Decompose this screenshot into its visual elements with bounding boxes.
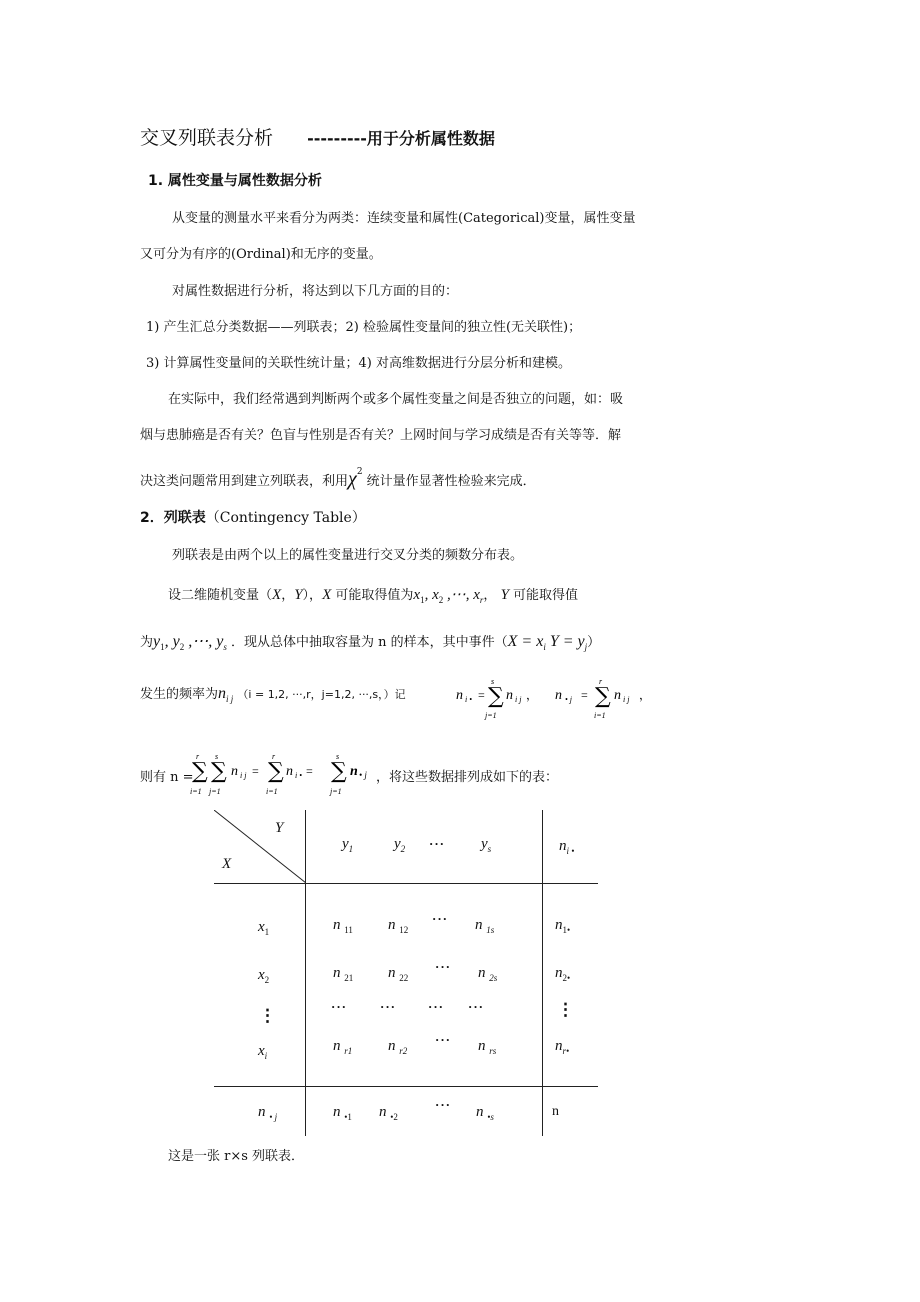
col-total-1: n $_{•1}$ (333, 1104, 352, 1122)
cell-nrs: n $_{rs}$ (478, 1038, 497, 1056)
grand-total: n (552, 1104, 559, 1119)
col-header-ys: $y_s$ (481, 836, 492, 854)
svg-text:s: s (215, 752, 219, 761)
svg-text:=: = (478, 688, 485, 702)
svg-text:i •: i • (465, 695, 473, 704)
row-label-vdots: ⋮ (259, 1006, 276, 1025)
cell-n21: n $_{21}$ (333, 965, 354, 983)
col-total-ellipsis: ··· (435, 1097, 452, 1112)
var-Y: Y (294, 587, 303, 603)
svg-text:i=1: i=1 (594, 711, 606, 720)
svg-text:j=1: j=1 (330, 787, 342, 796)
row-sum-formula (456, 676, 656, 728)
corner-label-Y: Y (275, 820, 284, 836)
s1-goals-line-2: 3) 计算属性变量间的关联性统计量；4) 对高维数据进行分层分析和建模。 (146, 356, 571, 371)
section-1-heading: 1. 属性变量与属性数据分析 (148, 173, 322, 189)
svg-text:i j: i j (515, 695, 522, 704)
left-column-rule (305, 810, 306, 1136)
svg-text:j=1: j=1 (209, 787, 221, 796)
totals-rule (214, 1086, 598, 1087)
svg-text:r: r (272, 752, 276, 761)
row-total-1: $n_{1•}$ (555, 917, 571, 935)
cell-n12: n $_{12}$ (388, 917, 409, 935)
page-title (140, 123, 495, 150)
section-2-heading-english: （Contingency Table） (205, 510, 366, 526)
svg-text:∑: ∑ (488, 684, 504, 709)
s2-p2-text-d: 可能取得值 (513, 588, 579, 603)
cell-r3-c1-ellipsis: ··· (331, 999, 348, 1014)
closing-sentence: 这是一张 r×s 列联表． (168, 1149, 305, 1164)
event-formula: $X = x_i$ $Y = y_j$ (507, 633, 588, 653)
svg-text:• j: • j (359, 770, 367, 780)
col-total-label: n $_{• j}$ (258, 1104, 278, 1122)
row-and-column-sum-formulas (456, 676, 656, 724)
svg-text:i=1: i=1 (266, 787, 278, 796)
s1-p3-text-a: 决这类问题常用到建立列联表，利用 (140, 474, 349, 489)
svg-text:n: n (456, 688, 463, 703)
svg-text:=: = (581, 688, 588, 702)
nij-symbol: $n_{i j}$ (218, 685, 234, 705)
col-header-y1: $y_1$ (342, 836, 354, 854)
row-total-r: $n_{r•}$ (555, 1038, 570, 1056)
svg-text:=: = (252, 764, 259, 778)
svg-text:n: n (231, 764, 238, 779)
cell-r3-c3-ellipsis: ··· (428, 999, 445, 1014)
col-total-s: n $_{•s}$ (476, 1104, 494, 1122)
total-sum-formula (190, 750, 390, 804)
svg-text:r: r (196, 752, 200, 761)
s1-paragraph-3-line-1: 在实际中，我们经常遇到判断两个或多个属性变量之间是否独立的问题，如：吸 (168, 392, 624, 407)
svg-text:，: ， (526, 688, 539, 702)
s2-p3-text-c: ） (587, 635, 601, 650)
svg-text:s: s (491, 677, 495, 686)
s2-p3-text-b: ．现从总体中抽取容量为 n 的样本，其中事件（ (231, 635, 508, 650)
s2-p4-text-a: 发生的频率为 (140, 687, 219, 702)
s1-paragraph-1-line-2: 又可分为有序的(Ordinal)和无序的变量。 (140, 247, 382, 262)
svg-text:i=1: i=1 (190, 787, 202, 796)
svg-text:∑: ∑ (192, 759, 208, 784)
header-rule (214, 883, 598, 884)
s2-paragraph-3 (140, 631, 600, 652)
cell-n11: n $_{11}$ (333, 917, 353, 935)
svg-text:i j: i j (623, 695, 630, 704)
s2-paragraph-5-label: 则有 n = (140, 770, 194, 785)
s2-p3-text-a: 为 (140, 635, 154, 650)
cell-r1-ellipsis: ··· (432, 911, 449, 926)
s1-goals-line-1: 1) 产生汇总分类数据——列联表；2) 检验属性变量间的独立性(无关联性)； (146, 320, 582, 335)
corner-label-X: X (222, 856, 232, 872)
s1-p3-text-b: 统计量作显著性检验来完成． (366, 474, 536, 489)
s2-p4-text-b: （i = 1,2, ···,r，j=1,2, ···,s，）记 (237, 688, 406, 701)
s1-paragraph-1-line-1: 从变量的测量水平来看分为两类：连续变量和属性(Categorical)变量，属性变量 (172, 211, 636, 226)
chi-symbol: χ (348, 468, 357, 490)
s2-p2-comma: ， (281, 588, 295, 603)
svg-text:n: n (350, 764, 358, 779)
title-main: 交叉列联表分析 (140, 127, 274, 149)
y-values-formula: $y_1$, $y_2$ ,⋯, $y_s$ (153, 633, 227, 653)
row-label-x2: $x_2$ (258, 967, 270, 985)
svg-text:∑: ∑ (331, 759, 347, 784)
right-column-rule (542, 810, 543, 1136)
col-total-2: n $_{•2}$ (379, 1104, 398, 1122)
svg-text:∑: ∑ (268, 759, 284, 784)
s2-p2-text-c: 可能取得值为 (335, 588, 414, 603)
svg-text:n: n (555, 688, 562, 703)
row-total-vdots: ⋮ (557, 1000, 574, 1019)
s2-p2-text-a: 设二维随机变量（ (168, 588, 273, 603)
cell-r4-ellipsis: ··· (435, 1032, 452, 1047)
section-2-heading (140, 507, 366, 527)
cell-n22: n $_{22}$ (388, 965, 409, 983)
svg-text:=: = (306, 764, 313, 778)
cell-r2-ellipsis: ··· (435, 959, 452, 974)
title-subtitle: ---------用于分析属性数据 (307, 129, 495, 148)
col-header-row-total: $n_{i •}$ (559, 838, 575, 856)
svg-text:i j: i j (240, 771, 247, 780)
chi-exponent: 2 (356, 466, 363, 477)
svg-text:r: r (599, 677, 603, 686)
svg-text:，: ， (639, 688, 652, 702)
cell-r3-c4-ellipsis: ··· (468, 999, 485, 1014)
s2-p2-text-b: ）， (302, 588, 323, 603)
s2-paragraph-1: 列联表是由两个以上的属性变量进行交叉分类的频数分布表。 (172, 548, 524, 563)
cell-nr1: n $_{r1}$ (333, 1038, 353, 1056)
var-Y-2: Y (500, 587, 509, 603)
s2-paragraph-2: 设二维随机变量（X，Y），X 可能取得值为$x_1$, $x_2$ ,⋯, $x_r$， Y 可能取得值 (168, 587, 579, 605)
svg-text:s: s (336, 752, 340, 761)
svg-text:∑: ∑ (211, 759, 227, 784)
row-label-x1: $x_1$ (258, 919, 270, 937)
svg-text:• j: • j (565, 695, 573, 704)
cell-nr2: n $_{r2}$ (388, 1038, 408, 1056)
svg-text:i •: i • (295, 771, 303, 780)
s1-paragraph-2: 对属性数据进行分析，将达到以下几方面的目的： (172, 284, 459, 299)
cell-n2s: n $_{2s}$ (478, 965, 498, 983)
var-X: X (272, 587, 282, 603)
svg-text:n: n (286, 764, 293, 779)
section-2-heading-number: 2．列联表 (140, 510, 206, 526)
svg-text:∑: ∑ (595, 684, 611, 709)
col-header-y2: $y_2$ (394, 836, 406, 854)
cell-r3-c2-ellipsis: ··· (380, 999, 397, 1014)
s2-paragraph-4 (140, 683, 406, 704)
row-total-2: $n_{2•}$ (555, 965, 571, 983)
svg-text:n: n (506, 688, 513, 703)
svg-text:j=1: j=1 (485, 711, 497, 720)
s1-paragraph-3-line-3 (140, 468, 536, 491)
s1-paragraph-3-line-2: 烟与患肺癌是否有关？色盲与性别是否有关？上网时间与学习成绩是否有关等等．解 (140, 428, 622, 443)
var-X-2: X (322, 587, 332, 603)
x-values-formula: $x_1$, $x_2$ ,⋯, $x_r$ (413, 587, 484, 605)
cell-n1s: n $_{1s}$ (475, 917, 495, 935)
col-header-ellipsis: ··· (429, 836, 446, 851)
row-label-xi: $x_i$ (258, 1043, 268, 1061)
total-sum-formula-svg (190, 750, 390, 800)
svg-text:n: n (614, 688, 621, 703)
s2-paragraph-5-text: ，将这些数据排列成如下的表： (376, 770, 559, 785)
